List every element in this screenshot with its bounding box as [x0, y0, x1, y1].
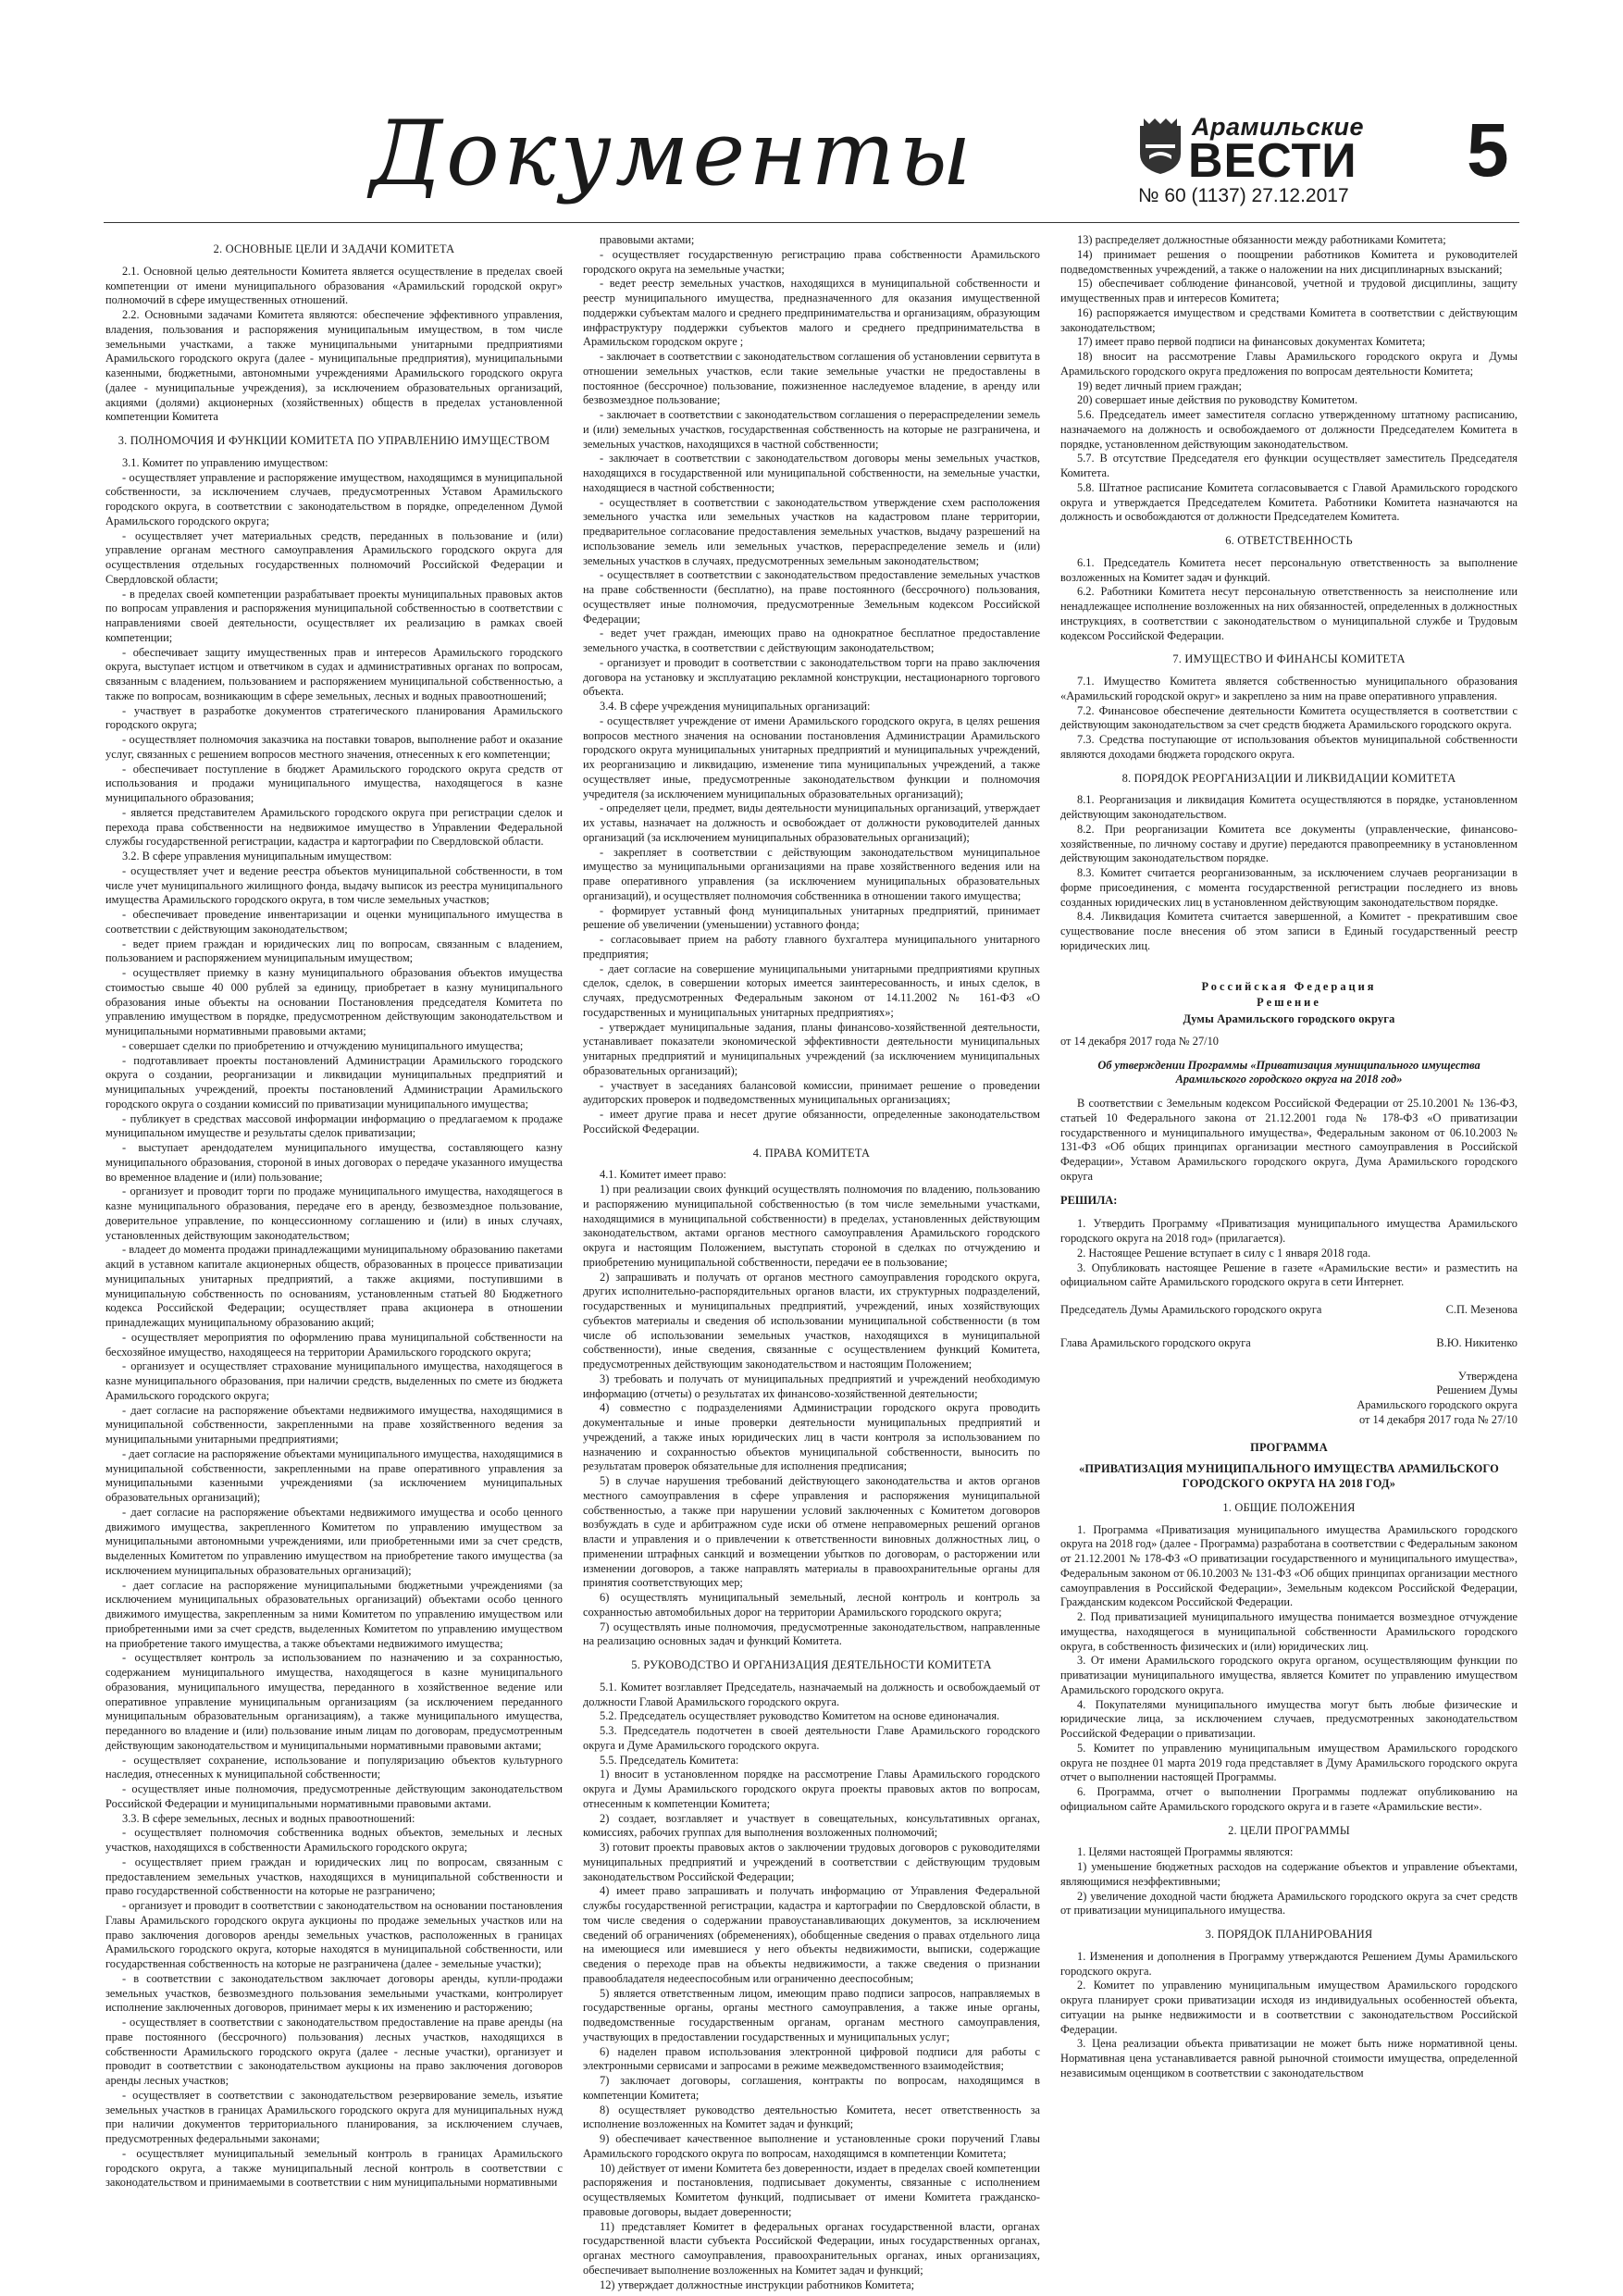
- paragraph: - определяет цели, предмет, виды деятельности муниципальных организаций, утверждает их уставы, назначает на должность и освобождает от должности руководителей данных организаций (за исключением муниципальных образовательных организаций);: [583, 801, 1040, 844]
- section-heading: 5. РУКОВОДСТВО И ОРГАНИЗАЦИЯ ДЕЯТЕЛЬНОСТИ КОМИТЕТА: [631, 1658, 992, 1671]
- section-heading: 8. ПОРЯДОК РЕОРГАНИЗАЦИИ И ЛИКВИДАЦИИ КОМИТЕТА: [1121, 771, 1456, 785]
- paragraph: 1. Программа «Приватизация муниципального имущества Арамильского городского округа на 2018 год» (далее - Программа) разработана в соответствии с Федеральным законом от 21.12.2001 № 178-ФЗ «О приватизации государственного и муниципального имущества», Федеральным законом от 06.10.2003 № 131-ФЗ «Об общих принципах организации местного самоуправления в Российской Федерации», Земельным кодексом Российской Федерации, Гражданским кодексом Российской Федерации.: [1060, 1522, 1518, 1609]
- paragraph: - публикует в средствах массовой информации информацию о предлагаемом к продаже муниципальном имуществе и результаты сделок приватизации;: [105, 1111, 563, 1140]
- paragraph: 3) готовит проекты правовых актов о заключении трудовых договоров с руководителями муниципальных предприятий и учреждений в соответствии с действующим трудовым законодательством Российской Федерации;: [583, 1841, 1040, 1883]
- issue-info: № 60 (1137) 27.12.2017: [1138, 185, 1349, 206]
- section-heading: 1. ОБЩИЕ ПОЛОЖЕНИЯ: [1222, 1500, 1356, 1514]
- paragraph: 5.5. Председатель Комитета:: [600, 1753, 739, 1767]
- paragraph: 7) осуществлять иные полномочия, предусмотренные законодательством, направленные на реализацию основных задач и функций Комитета.: [583, 1620, 1040, 1648]
- paragraph: - осуществляет в соответствии с законодательством резервирование земель, изъятие земельных участков в границах Арамильского городского округа для муниципальных нужд при наличии документов территориального планирования, за исключением случаев, предусмотренных федеральными законами;: [105, 2088, 563, 2145]
- paragraph: - формирует уставный фонд муниципальных унитарных предприятий, принимает решение об увеличении (уменьшении) уставного фонда;: [583, 903, 1040, 932]
- paragraph: 4) совместно с подразделениями Администрации городского округа проводить документальные и иные проверки деятельности муниципальных предприятий и учреждений, а также иных юридических лиц в части контроля за использованием по назначению и сохранностью объектов муниципальной собственности, выносить по результатам проверок обязательные для исполнения предписания;: [583, 1401, 1040, 1473]
- paragraphs: [1060, 675, 1518, 763]
- header-rule: [104, 222, 1519, 223]
- paragraph: правовыми актами;: [600, 233, 695, 246]
- paragraph: 6) осуществлять муниципальный земельный, лесной контроль и контроль за сохранностью автомобильных дорог на территории Арамильского городского округа;: [583, 1591, 1040, 1619]
- paragraph: - ведет прием граждан и юридических лиц по вопросам, связанным с владением, пользованием и распоряжением муниципальным имуществом;: [105, 937, 563, 965]
- paragraph: 2. Комитет по управлению муниципальным имуществом Арамильского городского округа планирует сроки приватизации исходя из индивидуальных особенностей объекта, ситуации на рынке недвижимости и в соответствии с законодательством Российской Федерации.: [1060, 1979, 1518, 2036]
- paragraph: 3.1. Комитет по управлению имуществом:: [122, 455, 328, 469]
- paragraph: 9) обеспечивает качественное выполнение и установленные сроки поручений Главы Арамильского городского округа по вопросам, находящимся в компетенции Комитета;: [583, 2132, 1040, 2160]
- paragraph: - заключает в соответствии с законодательством соглашения об установлении сервитута в отношении земельных участков, если такие земельные участки не предоставлены в постоянное (бессрочное) пользование, пожизненное наследуемое владение, в аренду или безвозмездное пользование;: [583, 350, 1040, 407]
- paragraph: 6.1. Председатель Комитета несет персональную ответственность за выполнение возложенных на Комитет задач и функций.: [1060, 555, 1518, 584]
- paragraph: - дает согласие на совершение муниципальными унитарными предприятиями крупных сделок, сделок, в совершении которых имеется заинтересованность, и иных сделок, в случаях, предусмотренных Федеральным законом от 14.11.2002 № 161-ФЗ «О государственных и муниципальных унитарных предприятиях»;: [583, 962, 1040, 1019]
- paragraph: 2) запрашивать и получать от органов местного самоуправления городского округа, других исполнительно-распорядительных органов власти, их структурных подразделений, государственных и муниципальных предприятий, учреждений, иных хозяйствующих субъектов материалы и сведения об использовании муниципальной собственности (в том числе об использовании земельных участков, находящихся в муниципальной собственности), иные сведения, связанные с осуществлением функций Комитета, предусмотренных действующим законодательством и настоящим Положением;: [583, 1270, 1040, 1371]
- paragraph: 1) уменьшение бюджетных расходов на содержание объектов и управление объектами, являющимися неэффективными;: [1060, 1860, 1518, 1888]
- spacer: [1060, 954, 1518, 978]
- signature-role: Председатель Думы Арамильского городского округа: [1060, 1303, 1322, 1316]
- section-heading: 4. ПРАВА КОМИТЕТА: [752, 1146, 871, 1160]
- paragraph: - дает согласие на распоряжение объектами недвижимого имущества, находящимися в муниципальной собственности, закрепленными на праве хозяйственного ведения за муниципальными унитарными предприятиями;: [105, 1403, 563, 1446]
- approval-line: Решением Думы: [1436, 1384, 1518, 1397]
- column-1: [105, 233, 563, 2269]
- paragraph: - закрепляет в соответствии с действующим законодательством муниципальное имущество за муниципальными организациями на праве хозяйственного ведения или на праве оперативного управления (за исключением муниципальных образовательных организаций), и осуществляет полномочия собственника в отношении такого имущества;: [583, 845, 1040, 902]
- paragraph: - осуществляет приемку в казну муниципального образования объектов имущества стоимостью свыше 40 000 рублей за единицу, приобретает в казну муниципального образования иные объекты на основании Постановления председателя Комитета по управлению имуществом в порядке, предусмотренном действующим законодательством и муниципальными нормативными правовыми актами;: [105, 966, 563, 1037]
- program-title: «ПРИВАТИЗАЦИЯ МУНИЦИПАЛЬНОГО ИМУЩЕСТВА АРАМИЛЬСКОГО ГОРОДСКОГО ОКРУГА НА 2018 ГОД»: [1078, 1462, 1500, 1490]
- section-heading: 3. ПОЛНОМОЧИЯ И ФУНКЦИИ КОМИТЕТА ПО УПРАВЛЕНИЮ ИМУЩЕСТВОМ: [118, 434, 551, 447]
- paragraph: 5.3. Председатель подотчетен в своей деятельности Главе Арамильского городского округа и Думе Арамильского городского округа.: [583, 1724, 1040, 1752]
- column-3: [1060, 233, 1518, 2269]
- logo-top-text: Арамильские: [1192, 113, 1365, 141]
- section-title: Документы: [370, 102, 975, 205]
- paragraph: - осуществляет сохранение, использование и популяризацию объектов культурного наследия, отнесенных к муниципальной собственности;: [105, 1753, 563, 1781]
- paragraph: 1) при реализации своих функций осуществлять полномочия по владению, пользованию и распоряжению муниципальной собственностью (в том числе земельными участками, находящимися в муниципальной собственности) в пределах, установленных действующим законодательством, актами органов местного самоуправления Арамильского городского округа и настоящим Положением, выступать стороной в сделках по отчуждению и приобретению муниципальной собственности, передачи ее в пользование;: [583, 1183, 1040, 1269]
- paragraph: - ведет реестр земельных участков, находящихся в муниципальной собственности и реестр муниципального имущества, предназначенного для оказания имущественной поддержки субъектам малого и среднего предпринимательства и организациям, образующим инфраструктуру поддержки субъектов малого и среднего предпринимательства в Арамильском городском округе ;: [583, 277, 1040, 349]
- paragraph: 10) действует от имени Комитета без доверенности, издает в пределах своей компетенции распоряжения и постановления, подписывает документы, связанные с исполнением осуществляемых Комитетом функций, подписывает от имени Комитета гражданско-правовые договоры, выдает доверенности;: [583, 2161, 1040, 2218]
- paragraph: 3. Цена реализации объекта приватизации не может быть ниже нормативной цены. Нормативная цена устанавливается равной рыночной стоимости имущества, определенной независимым оценщиком в соответствии с законодательством: [1060, 2037, 1518, 2079]
- paragraph: 5.8. Штатное расписание Комитета согласовывается с Главой Арамильского городского округа и утверждается Председателем Комитета. Работники Комитета назначаются на должность и освобождаются от должности Председателем Комитета.: [1060, 480, 1518, 524]
- paragraph: - дает согласие на распоряжение объектами недвижимого имущества и особо ценного движимого имущества, закрепленного Комитетом по управлению имуществом за муниципальными автономными учреждениями, или приобретенными ими за счет средств, выделенных Комитетом по управлению имуществом на приобретение такого имущества (за исключением муниципальных образовательных организаций);: [105, 1505, 563, 1577]
- paragraph: 7.3. Средства поступающие от использования объектов муниципальной собственности являются доходами бюджета городского округа.: [1060, 733, 1518, 761]
- paragraph: 5) в случае нарушения требований действующего законодательства и актов органов местного самоуправления в сфере управления и распоряжения муниципальной собственностью, а также при нарушении условий заключенных с Комитетом договоров возбуждать в суде и арбитражном суде иски об отмене неправомерных решений органов власти и управления и о привлечении к ответственности виновных должностных лиц, о применении штрафных санкций и возмещении убытков по договорам, о расторжении или изменении договоров, а также направлять материалы в правоохранительные органы для принятия соответствующих мер;: [583, 1474, 1040, 1590]
- paragraphs: [583, 1168, 1040, 1649]
- paragraph: - осуществляет учреждение от имени Арамильского городского округа, в целях решения вопросов местного значения на основании постановления Администрации Арамильского городского округа муниципальных унитарных предприятий и муниципальных учреждений, их реорганизацию и ликвидацию, изменение типа муниципальных учреждений, а также осуществляет иные, предусмотренные законодательством функции и полномочия учредителя (за исключением муниципальных образовательных организаций);: [583, 714, 1040, 800]
- paragraph: - организует и проводит в соответствии с законодательством торги на право заключения договора на установку и эксплуатацию рекламной конструкции, нестационарного торгового объекта.: [583, 655, 1040, 699]
- resolution-items: [1060, 1217, 1518, 1290]
- section-heading: 2. ЦЕЛИ ПРОГРАММЫ: [1228, 1823, 1350, 1837]
- paragraph: 8) осуществляет руководство деятельностью Комитета, несет ответственность за исполнение возложенных на Комитет задач и функций;: [583, 2103, 1040, 2131]
- decision-date: от 14 декабря 2017 года № 27/10: [1060, 1034, 1219, 1048]
- paragraph: - осуществляет полномочия заказчика на поставки товаров, выполнение работ и оказание услуг, связанных с решением вопросов местного значения, отнесенных к его компетенции;: [105, 733, 563, 761]
- paragraph: - осуществляет государственную регистрацию права собственности Арамильского городского округа на земельные участки;: [583, 247, 1040, 276]
- paragraph: - осуществляет муниципальный земельный контроль в границах Арамильского городского округа, а также муниципальный лесной контроль в соответствии с законодательством и принимаемыми в соответствии с ним муниципальными нормативными: [105, 2146, 563, 2190]
- section-heading: 3. ПОРЯДОК ПЛАНИРОВАНИЯ: [1205, 1928, 1373, 1941]
- paragraphs: [583, 1681, 1040, 2293]
- article-columns: [105, 233, 1518, 2291]
- paragraph: 1. Утвердить Программу «Приватизация муниципального имущества Арамильского городского округа на 2018 год» (прилагается).: [1060, 1217, 1518, 1245]
- paragraph: 2. Под приватизацией муниципального имущества понимается возмездное отчуждение имущества, находящегося в муниципальной собственности Арамильского городского округа, в собственность физических и (или) юридических лиц.: [1060, 1610, 1518, 1653]
- approval-line: Утверждена: [1457, 1369, 1518, 1383]
- paragraphs: [1060, 793, 1518, 953]
- paragraph: - является представителем Арамильского городского округа при регистрации сделок и перехода права собственности на недвижимое имущество в Управлении Федеральной службы государственной регистрации, кадастра и картографии по Свердловской области.: [105, 805, 563, 849]
- paragraph: 2) увеличение доходной части бюджета Арамильского городского округа за счет средств от приватизации муниципального имущества.: [1060, 1889, 1518, 1917]
- signature-head: [1060, 1336, 1518, 1351]
- paragraph: 6.2. Работники Комитета несут персональную ответственность за неисполнение или ненадлежащее исполнение возложенных на них обязанностей, определенных в должностных инструкциях, в соответствии с законодательством о муниципальной службе и Трудовым кодексом Российской Федерации.: [1060, 585, 1518, 642]
- paragraph: - владеет до момента продажи принадлежащими муниципальному образованию пакетами акций в уставном капитале акционерных обществ, образованных в процессе приватизации муниципальных унитарных предприятий, а также акциями, поступившими в муниципальную собственность по основаниям, установленным статьей 80 Бюджетного кодекса Российской Федерации; осуществляет права акционера в отношении принадлежащих муниципальному образованию акций;: [105, 1243, 563, 1329]
- paragraph: 6) наделен правом использования электронной цифровой подписи для работы с электронными сервисами и запросами в режиме межведомственного взаимодействия;: [583, 2044, 1040, 2073]
- paragraph: - обеспечивает проведение инвентаризации и оценки муниципального имущества в соответствии с действующим законодательством;: [105, 908, 563, 936]
- paragraph: 19) ведет личный прием граждан;: [1077, 379, 1242, 392]
- paragraph: - осуществляет иные полномочия, предусмотренные действующим законодательством Российской Федерации и муниципальными нормативными правовыми актами.: [105, 1782, 563, 1810]
- signature-chair: [1060, 1303, 1518, 1318]
- program-heading: ПРОГРАММА: [1250, 1440, 1328, 1454]
- paragraph: 6. Программа, отчет о выполнении Программы подлежат опубликованию на официальном сайте Арамильского городского округа и в газете «Арамильские вести».: [1060, 1785, 1518, 1813]
- paragraph: - дает согласие на распоряжение муниципальными бюджетными учреждениями (за исключением муниципальных образовательных организаций) объектами особо ценного движимого имущества, закрепленным за ними Комитетом по управлению имуществом или приобретенными ими за счет средств, выделенных Комитетом по управлению имуществом на приобретение такого имущества, а также объектами недвижимого имущества;: [105, 1578, 563, 1650]
- page-number: 5: [1467, 108, 1509, 192]
- paragraph: - осуществляет контроль за использованием по назначению и за сохранностью, содержанием муниципального имущества, находящегося в казне муниципального образования, муниципального имущества, переданного в хозяйственное ведение или оперативное управление муниципальным организациям (за исключением переданного муниципальным образовательным организациям), а также муниципального имущества, переданного во владение и (или) пользование иным лицам по договорам, предусмотренным действующим законодательством и муниципальными нормативными правовыми актами;: [105, 1651, 563, 1752]
- paragraphs: [1060, 1845, 1518, 1918]
- paragraph: 2.1. Основной целью деятельности Комитета является осуществление в пределах своей компетенции от имени муниципального образования «Арамильский городской округ» полномочий в сфере имущественных отношений.: [105, 264, 563, 307]
- paragraph: 8.3. Комитет считается реорганизованным, за исключением случаев реорганизации в форме присоединения, с момента государственной регистрации последнего из вновь созданных юридических лиц в установленном действующим законодательством порядке.: [1060, 866, 1518, 909]
- paragraph: 12) утверждает должностные инструкции работников Комитета;: [600, 2277, 915, 2291]
- paragraph: - осуществляет в соответствии с законодательством предоставление на праве аренды (на праве постоянного (бессрочного) пользования) лесных участков, находящихся в собственности Арамильского городского округа (далее - лесные участки), организует и проводит в соответствии с законодательством аукционы на право заключения договоров аренды лесных участков;: [105, 2016, 563, 2087]
- paragraphs: [1060, 556, 1518, 644]
- paragraph: - осуществляет полномочия собственника водных объектов, земельных и лесных участков, находящихся в собственности Арамильского городского округа;: [105, 1826, 563, 1854]
- paragraph: - обеспечивает поступление в бюджет Арамильского городского округа средств от использования и продажи муниципального имущества, находящегося в казне муниципального образования;: [105, 762, 563, 804]
- paragraph: - осуществляет мероприятия по оформлению права муниципальной собственности на бесхозяйное имущество, находящееся на территории Арамильского городского округа;: [105, 1330, 563, 1359]
- paragraphs: [583, 233, 1040, 1137]
- paragraph: 5.2. Председатель осуществляет руководство Комитетом на основе единоначалия.: [600, 1709, 1000, 1723]
- paragraph: 3. Опубликовать настоящее Решение в газете «Арамильские вести» и разместить на официальном сайте Арамильского городского округа в сети Интернет.: [1060, 1260, 1518, 1289]
- section-heading: 7. ИМУЩЕСТВО И ФИНАНСЫ КОМИТЕТА: [1172, 652, 1406, 666]
- paragraph: - осуществляет учет и ведение реестра объектов муниципальной собственности, в том числе учет муниципального жилищного фонда, выдачу выписок из реестра муниципального имущества Арамильского городского округа, в том числе земельных участков;: [105, 863, 563, 907]
- paragraph: - имеет другие права и несет другие обязанности, определенные законодательством Российской Федерации.: [583, 1108, 1040, 1136]
- paragraph: 7) заключает договоры, соглашения, контракты по вопросам, находящимся в компетенции Комитета;: [583, 2074, 1040, 2102]
- paragraph: - участвует в разработке документов стратегического планирования Арамильского городского округа;: [105, 703, 563, 732]
- paragraph: 1) вносит в установленном порядке на рассмотрение Главы Арамильского городского округа и Думы Арамильского городского округа проекты правовых актов по вопросам, отнесенным к компетенции Комитета;: [583, 1768, 1040, 1810]
- paragraph: - организует и осуществляет страхование муниципального имущества, находящегося в казне муниципального образования, при наличии средств, выделенных по смете из бюджета Арамильского городского округа;: [105, 1359, 563, 1402]
- approval-stamp: [1060, 1370, 1518, 1428]
- paragraphs: [105, 456, 563, 2191]
- paragraph: 7.1. Имущество Комитета является собственностью муниципального образования «Арамильский городской округ» и закреплено за ним на праве оперативного управления.: [1060, 675, 1518, 702]
- paragraph: - организует и проводит в соответствии с законодательством на основании постановления Главы Арамильского городского округа аукционы по продаже земельных участков или на право заключения договоров аренды земельных участков, расположенных в границах Арамильского городского округа, которые находятся в муниципальной собственности, или государственная собственность на которые не разграничена (далее - земельные участки);: [105, 1899, 563, 1970]
- paragraph: - осуществляет прием граждан и юридических лиц по вопросам, связанным с предоставлением земельных участков, находящихся в муниципальной собственности и право государственной собственности на которые не разграничено;: [105, 1855, 563, 1898]
- paragraph: 17) имеет право первой подписи на финансовых документах Комитета;: [1077, 335, 1426, 349]
- paragraph: 5.6. Председатель имеет заместителя согласно утвержденному штатному расписанию, назначаемого на должность и освобождаемого от должности Председателем Комитета в порядке, установленном действующим законодательством.: [1060, 408, 1518, 451]
- paragraphs: [105, 265, 563, 425]
- signature-role: Глава Арамильского городского округа: [1060, 1335, 1251, 1349]
- decision-header-body: Думы Арамильского городского округа: [1183, 1012, 1395, 1025]
- paragraph: 2) создает, возглавляет и участвует в совещательных, консультативных органах, комиссиях, рабочих группах для выполнения возложенных полномочий;: [583, 1811, 1040, 1840]
- section-heading: 6. ОТВЕТСТВЕННОСТЬ: [1225, 534, 1353, 547]
- paragraph: - согласовывает прием на работу главного бухгалтера муниципального унитарного предприятия;: [583, 933, 1040, 961]
- paragraph: 20) совершает иные действия по руководству Комитетом.: [1077, 393, 1358, 407]
- paragraph: 16) распоряжается имуществом и средствами Комитета в соответствии с действующим законодательством;: [1060, 305, 1518, 334]
- approval-line: от 14 декабря 2017 года № 27/10: [1359, 1412, 1518, 1426]
- paragraph: 13) распределяет должностные обязанности между работниками Комитета;: [1077, 233, 1446, 246]
- paragraph: - утверждает муниципальные задания, планы финансово-хозяйственной деятельности, устанавливает показатели экономической эффективности деятельности муниципальных унитарных предприятий и муниципальных учреждений (за исключением муниципальных образовательных организаций);: [583, 1020, 1040, 1077]
- masthead: [0, 0, 1623, 231]
- section-heading: 2. ОСНОВНЫЕ ЦЕЛИ И ЗАДАЧИ КОМИТЕТА: [213, 242, 455, 255]
- paragraph: - заключает в соответствии с законодательством соглашения о перераспределении земель и (или) земельных участков, государственная собственность на которые не разграничена, и земельных участков, находящихся в частной собственности;: [583, 408, 1040, 451]
- paragraph: 2. Настоящее Решение вступает в силу с 1 января 2018 года.: [1077, 1246, 1371, 1260]
- paragraph: 1. Целями настоящей Программы являются:: [1077, 1845, 1294, 1859]
- paragraph: 7.2. Финансовое обеспечение деятельности Комитета осуществляется в соответствии с действующим законодательством за счет средств бюджета Арамильского городского округа.: [1060, 703, 1518, 732]
- decision-title: Об утверждении Программы «Приватизация муниципального имущества Арамильского городского округа на 2018 год»: [1097, 1058, 1481, 1086]
- paragraph: 5.7. В отсутствие Председателя его функции осуществляет заместитель Председателя Комитета.: [1060, 452, 1518, 479]
- paragraph: - выступает арендодателем муниципального имущества, составляющего казну муниципального образования, стороной в иных договорах о передаче указанного имущества во временное владение и (или) пользование;: [105, 1141, 563, 1184]
- paragraph: - заключает в соответствии с законодательством договоры мены земельных участков, находящихся в государственной или муниципальной собственности, на земельные участки, находящиеся в частной собственности;: [583, 452, 1040, 494]
- logo-main-text: ВЕСТИ: [1188, 134, 1357, 188]
- paragraph: 2.2. Основными задачами Комитета являются: обеспечение эффективного управления, владения, пользования и распоряжения муниципальным имуществом, в том числе земельными участками, а также муниципальными унитарными предприятиями Арамильского городского округа (далее - муниципальные предприятия), муниципальными казенными, бюджетными, автономными учреждениями Арамильского городского округа (далее - муниципальные учреждения), за исключением образовательных организаций, акциями (долями) акционерных (хозяйственных) обществ в пределах установленной компетенции Комитета: [105, 308, 563, 424]
- paragraphs: [1060, 233, 1518, 525]
- decision-header-type: Решение: [1257, 996, 1321, 1010]
- paragraph: - организует и проводит торги по продаже муниципального имущества, находящегося в казне муниципального образования, передаче его в аренду, безвозмездное пользование, доверительное управление, по концессионному соглашению и (или) в иных случаях, установленных действующим законодательством;: [105, 1185, 563, 1242]
- paragraph: 4. Покупателями муниципального имущества могут быть любые физические и юридические лица, за исключением случаев, предусмотренных законодательством Российской Федерации о приватизации.: [1060, 1697, 1518, 1740]
- paragraph: - в соответствии с законодательством заключает договоры аренды, купли-продажи земельных участков, безвозмездного пользования земельными участками, контролирует исполнение заключенных договоров, принимает меры к их изменению и расторжению;: [105, 1971, 563, 2015]
- paragraph: 3) требовать и получать от муниципальных предприятий и учреждений необходимую информацию (отчеты) о результатах их финансово-хозяйственной деятельности;: [583, 1371, 1040, 1400]
- paragraph: - в пределах своей компетенции разрабатывает проекты муниципальных правовых актов по вопросам управления и распоряжения муниципальной собственностью в соответствии с направлениями своей деятельности, осуществляет их реализацию в рамках своей компетенции;: [105, 587, 563, 644]
- paragraph: 1. Изменения и дополнения в Программу утверждаются Решением Думы Арамильского городского округа.: [1060, 1949, 1518, 1978]
- paragraph: 3.4. В сфере учреждения муниципальных организаций:: [600, 700, 871, 713]
- paragraph: 3.3. В сфере земельных, лесных и водных правоотношений:: [122, 1811, 415, 1825]
- decision-intro: В соответствии с Земельным кодексом Российской Федерации от 25.10.2001 № 136-ФЗ, статьей 10 Федерального закона от 21.12.2001 года № 178-ФЗ «О приватизации государственного и муниципального имущества», Федеральным законом от 06.10.2003 № 131-ФЗ «Об общих принципах организации местного самоуправления в Российской Федерации», Уставом Арамильского городского округа, Дума Арамильского городского округа: [1060, 1097, 1518, 1183]
- paragraph: - ведет учет граждан, имеющих право на однократное бесплатное предоставление земельного участка, в соответствии с действующим законодательством;: [583, 627, 1040, 654]
- signature-name: С.П. Мезенова: [1445, 1303, 1518, 1316]
- paragraph: 8.1. Реорганизация и ликвидация Комитета осуществляются в порядке, установленном действующим законодательством.: [1060, 793, 1518, 821]
- paragraph: 3. От имени Арамильского городского округа органом, осуществляющим функции по приватизации муниципального имущества, является Комитет по управлению имуществом Арамильского городского округа.: [1060, 1654, 1518, 1696]
- paragraph: 14) принимает решения о поощрении работников Комитета и руководителей подведомственных учреждений, а также о наложении на них дисциплинарных взысканий;: [1060, 247, 1518, 276]
- paragraph: 5.1. Комитет возглавляет Председатель, назначаемый на должность и освобождаемый от должности Главой Арамильского городского округа.: [583, 1680, 1040, 1708]
- paragraphs: [1060, 1950, 1518, 2081]
- paragraph: - осуществляет в соответствии с законодательством утверждение схем расположения земельного участка или земельных участков на кадастровом плане территории, предварительное согласование предоставления земельных участков, выдачу разрешений на использование земель или земельных участков, перераспределение земель и (или) земельных участков в случаях, предусмотренных земельным законодательством;: [583, 495, 1040, 567]
- newspaper-logo: [1136, 111, 1377, 188]
- paragraph: - осуществляет в соответствии с законодательством предоставление земельных участков на праве собственности (бесплатно), на праве постоянного (бессрочного) пользования, осуществляет иные полномочия, предусмотренные Земельным кодексом Российской Федерации;: [583, 568, 1040, 626]
- decision-header-country: Российская Федерация: [1201, 979, 1377, 993]
- resolved-label: РЕШИЛА:: [1060, 1193, 1118, 1207]
- paragraph: 11) представляет Комитет в федеральных органах государственной власти, органах государственной власти субъекта Российской Федерации, иных государственных органах, органах местного самоуправления, правоохранительных органах, иных организациях, обеспечивает выполнение возложенных на Комитет задач и функций;: [583, 2219, 1040, 2277]
- approval-line: Арамильского городского округа: [1357, 1398, 1518, 1411]
- paragraph: 8.2. При реорганизации Комитета все документы (управленческие, финансово-хозяйственные, по личному составу и другие) передаются правопреемнику в установленном действующим законодательством порядке.: [1060, 822, 1518, 865]
- paragraph: - осуществляет управление и распоряжение имуществом, находящимся в муниципальной собственности, за исключением случаев, предусмотренных Уставом Арамильского городского округа, в соответствии с законодательством в порядке, определенном Думой Арамильского городского округа;: [105, 470, 563, 527]
- paragraph: 4.1. Комитет имеет право:: [600, 1168, 726, 1182]
- paragraph: - подготавливает проекты постановлений Администрации Арамильского городского округа о создании, реорганизации и ликвидации муниципальных предприятий и муниципальных учреждений, проекты постановлений Администрации Арамильского городского округа о создании комиссий по приватизации муниципального имущества;: [105, 1053, 563, 1111]
- coat-of-arms-icon: [1136, 117, 1184, 176]
- paragraph: 3.2. В сфере управления муниципальным имуществом:: [122, 850, 392, 863]
- paragraph: - осуществляет учет материальных средств, переданных в пользование и (или) управление органам местного самоуправления Арамильского городского округа для осуществления отдельных государственных полномочий Российской Федерации и Свердловской области;: [105, 528, 563, 586]
- paragraph: 5) является ответственным лицом, имеющим право подписи запросов, направляемых в государственные органы, органы местного самоуправления, а также иные органы, подведомственные государственным органам, органам местного самоуправления, участвующих в предоставлении государственных и муниципальных услуг;: [583, 1986, 1040, 2043]
- paragraph: - совершает сделки по приобретению и отчуждению муниципального имущества;: [122, 1038, 524, 1052]
- paragraph: 15) обеспечивает соблюдение финансовой, учетной и трудовой дисциплины, защиту имущественных прав и интересов Комитета;: [1060, 277, 1518, 304]
- paragraph: 5. Комитет по управлению муниципальным имуществом Арамильского городского округа не позднее 01 марта 2019 года представляет в Думу Арамильского городского округа отчет о выполнении настоящей Программы.: [1060, 1741, 1518, 1784]
- paragraph: 18) вносит на рассмотрение Главы Арамильского городского округа и Думы Арамильского городского округа предложения по вопросам деятельности Комитета;: [1060, 350, 1518, 378]
- column-2: [583, 233, 1040, 2291]
- paragraph: 4) имеет право запрашивать и получать информацию от Управления Федеральной службы государственной регистрации, кадастра и картографии по Свердловской области, в том числе сведения о содержании правоустанавливающих документов, за исключением сведений об ограничениях (обременениях), обобщенные сведения о правах отдельного лица на имеющиеся или имевшиеся у него объекты недвижимости, выписки, содержащие сведения о переходе прав на объекты недвижимости, а также сведения о признании правообладателя недееспособным или ограниченно дееспособным;: [583, 1884, 1040, 1985]
- paragraph: 8.4. Ликвидация Комитета считается завершенной, а Комитет - прекратившим свое существование после внесения об этом записи в Единый государственный реестр юридических лиц.: [1060, 910, 1518, 952]
- paragraph: - дает согласие на распоряжение объектами муниципального имущества, находящимися в муниципальной собственности, закрепленными на праве оперативного управления за муниципальными казенными учреждениями (за исключением муниципальных образовательных организаций);: [105, 1446, 563, 1504]
- paragraph: - участвует в заседаниях балансовой комиссии, принимает решение о проведении аудиторских проверок и подведомственных муниципальных организациях;: [583, 1078, 1040, 1107]
- signature-name: В.Ю. Никитенко: [1436, 1335, 1518, 1349]
- paragraph: - обеспечивает защиту имущественных прав и интересов Арамильского городского округа, выступает истцом и ответчиком в судах и административных органах по вопросам, связанным с владением, пользованием и распоряжением муниципальной собственностью, а также по вопросам, возникающим в сфере земельных, лесных и водных правоотношений;: [105, 645, 563, 702]
- paragraphs: [1060, 1523, 1518, 1815]
